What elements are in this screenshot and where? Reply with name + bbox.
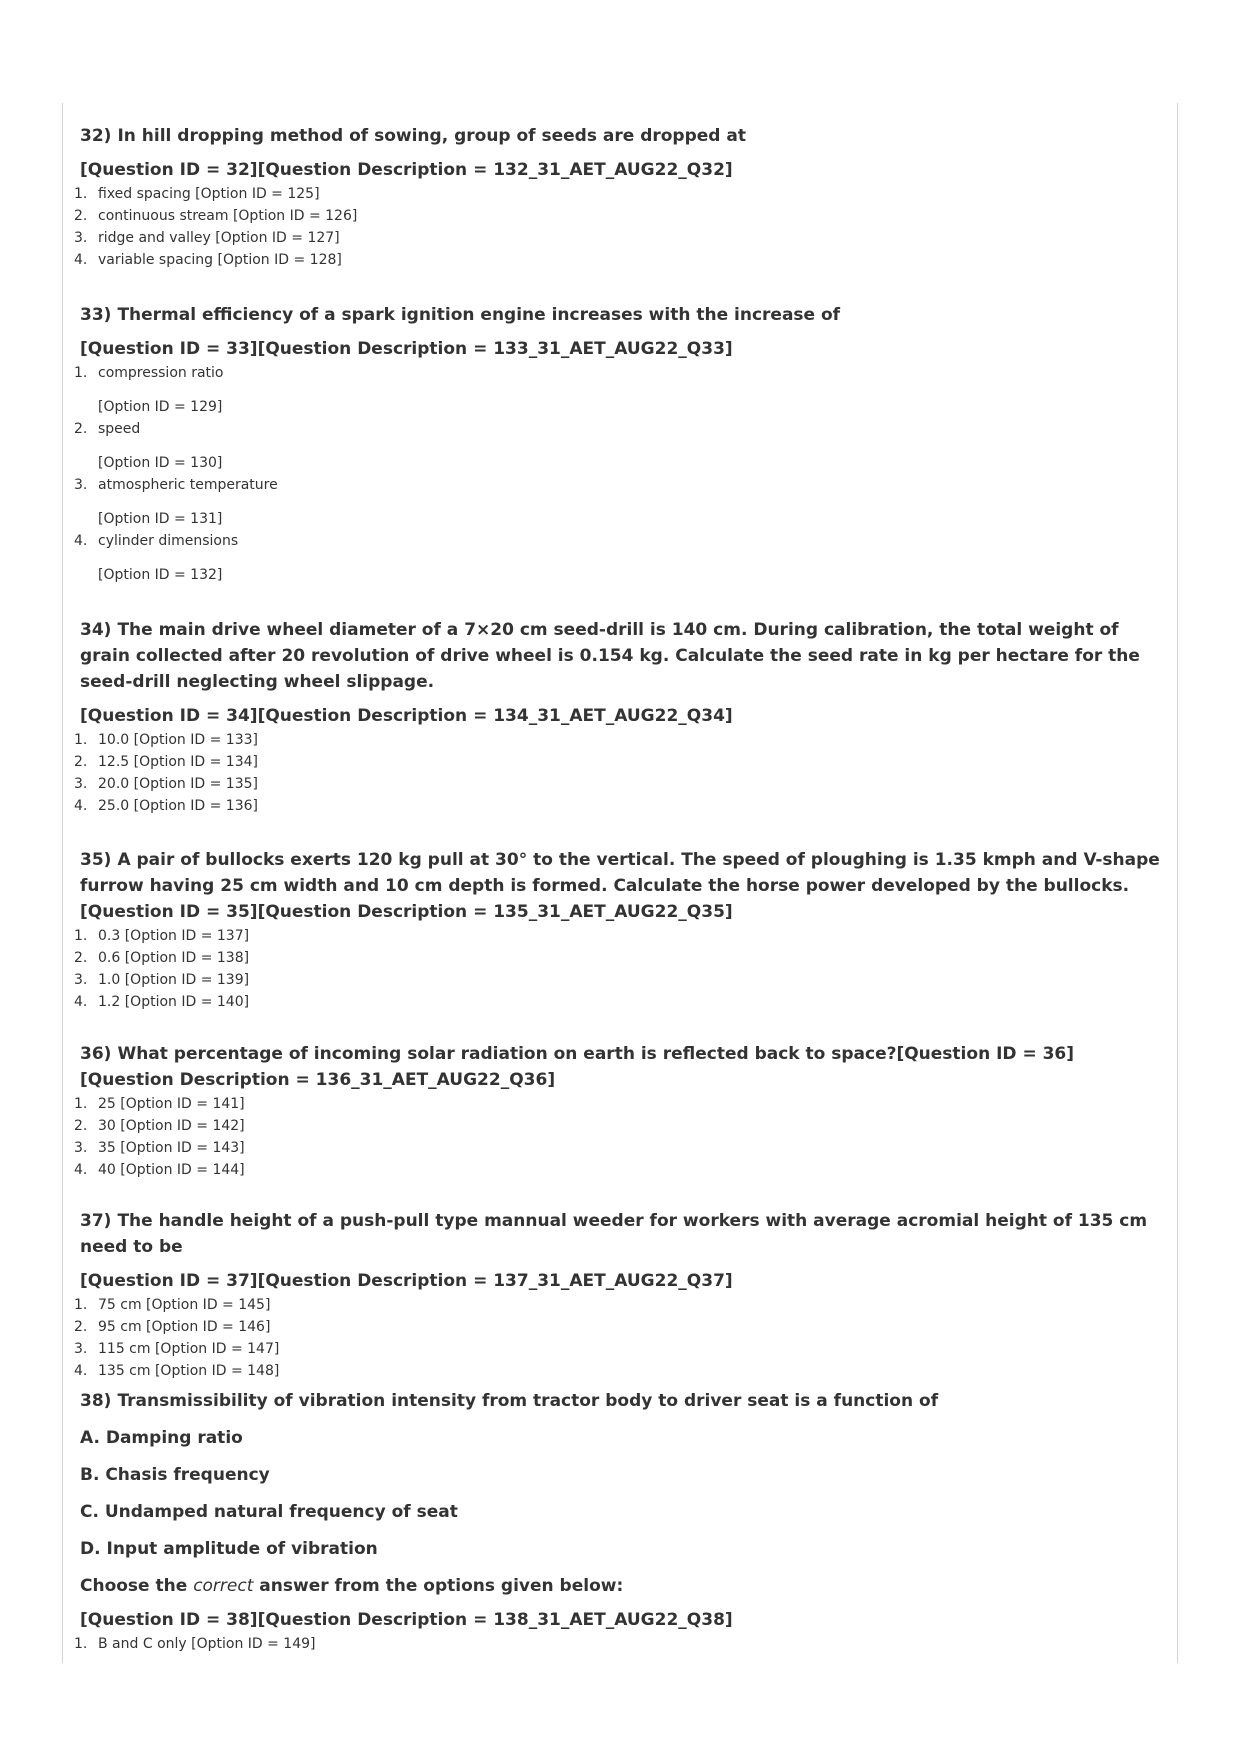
question-meta: [Question ID = 34][Question Description = 134_31_AET_AUG22_Q34]: [80, 706, 733, 726]
statement-b: B. Chasis frequency: [80, 1465, 270, 1485]
option-item[interactable]: 4. variable spacing [Option ID = 128]: [74, 252, 342, 268]
options-list: [74, 1093, 1159, 1181]
option-item[interactable]: 3. 35 [Option ID = 143]: [74, 1140, 245, 1156]
option-item[interactable]: 2. 12.5 [Option ID = 134]: [74, 754, 258, 770]
options-list: [74, 362, 1159, 586]
option-item[interactable]: 1. 75 cm [Option ID = 145]: [74, 1297, 271, 1313]
question-32: [74, 123, 1165, 271]
question-text: 33) Thermal efficiency of a spark ignition engine increases with the increase of: [80, 305, 841, 325]
option-item[interactable]: 2. 95 cm [Option ID = 146]: [74, 1319, 271, 1335]
options-list: [74, 1294, 1159, 1382]
choose-instruction: Choose the correct answer from the options given below:: [80, 1576, 624, 1596]
option-item[interactable]: 1. B and C only [Option ID = 149]: [74, 1636, 316, 1652]
option-item[interactable]: 2. speed [Option ID = 130]: [74, 421, 223, 471]
option-item[interactable]: 1. 10.0 [Option ID = 133]: [74, 732, 258, 748]
option-item[interactable]: 2. continuous stream [Option ID = 126]: [74, 208, 358, 224]
question-text: 34) The main drive wheel diameter of a 7×20 cm seed-drill is 140 cm. During calibration, the total weight of grain collected after 20 revolution of drive wheel is 0.154 kg. Calculate the seed rate in kg per hectare for the seed-drill neglecting wheel slippage.: [80, 620, 1140, 692]
question-text: 32) In hill dropping method of sowing, group of seeds are dropped at: [80, 126, 746, 146]
question-meta: [Question ID = 33][Question Description = 133_31_AET_AUG22_Q33]: [80, 339, 733, 359]
question-text: 37) The handle height of a push-pull type mannual weeder for workers with average acromial height of 135 cm need to be: [80, 1211, 1148, 1257]
options-list: [74, 183, 1159, 271]
option-item[interactable]: 3. 115 cm [Option ID = 147]: [74, 1341, 280, 1357]
question-meta: [Question ID = 32][Question Description = 132_31_AET_AUG22_Q32]: [80, 160, 733, 180]
option-item[interactable]: 4. 25.0 [Option ID = 136]: [74, 798, 258, 814]
question-text: 35) A pair of bullocks exerts 120 kg pull at 30° to the vertical. The speed of ploughing is 1.35 kmph and V-shape furrow having 25 cm width and 10 cm depth is formed. Calculate the horse power developed by the bullocks.[Question ID = 35][Question Description = 135_31_AET_AUG22_Q35]: [80, 850, 1160, 922]
option-item[interactable]: 1. 25 [Option ID = 141]: [74, 1096, 245, 1112]
option-item[interactable]: 4. cylinder dimensions [Option ID = 132]: [74, 533, 239, 583]
option-item[interactable]: 4. 40 [Option ID = 144]: [74, 1162, 245, 1178]
question-36: [74, 1041, 1165, 1181]
options-list: [74, 925, 1159, 1013]
option-item[interactable]: 3. 1.0 [Option ID = 139]: [74, 972, 250, 988]
option-item[interactable]: 3. ridge and valley [Option ID = 127]: [74, 230, 340, 246]
question-34: [74, 617, 1165, 817]
question-meta: [Question ID = 37][Question Description = 137_31_AET_AUG22_Q37]: [80, 1271, 733, 1291]
option-item[interactable]: 4. 135 cm [Option ID = 148]: [74, 1363, 280, 1379]
option-item[interactable]: 1. 0.3 [Option ID = 137]: [74, 928, 250, 944]
option-item[interactable]: 3. 20.0 [Option ID = 135]: [74, 776, 258, 792]
statement-d: D. Input amplitude of vibration: [80, 1539, 378, 1559]
question-meta: [Question ID = 38][Question Description = 138_31_AET_AUG22_Q38]: [80, 1610, 733, 1630]
option-item[interactable]: 4. 1.2 [Option ID = 140]: [74, 994, 250, 1010]
option-item[interactable]: 2. 30 [Option ID = 142]: [74, 1118, 245, 1134]
question-37: [74, 1208, 1165, 1382]
option-item[interactable]: 2. 0.6 [Option ID = 138]: [74, 950, 250, 966]
question-33: [74, 302, 1165, 586]
question-text: 36) What percentage of incoming solar radiation on earth is reflected back to space?[Question ID = 36][Question Description = 136_31_AET_AUG22_Q36]: [80, 1044, 1075, 1090]
statement-a: A. Damping ratio: [80, 1428, 243, 1448]
options-list: [74, 1633, 1159, 1655]
question-38: [74, 1388, 1165, 1655]
statement-c: C. Undamped natural frequency of seat: [80, 1502, 458, 1522]
option-item[interactable]: 1. compression ratio [Option ID = 129]: [74, 365, 224, 415]
option-item[interactable]: 1. fixed spacing [Option ID = 125]: [74, 186, 320, 202]
options-list: [74, 729, 1159, 817]
option-item[interactable]: 3. atmospheric temperature [Option ID = 131]: [74, 477, 278, 527]
question-35: [74, 847, 1165, 1013]
question-text: 38) Transmissibility of vibration intensity from tractor body to driver seat is a function of: [80, 1391, 939, 1411]
